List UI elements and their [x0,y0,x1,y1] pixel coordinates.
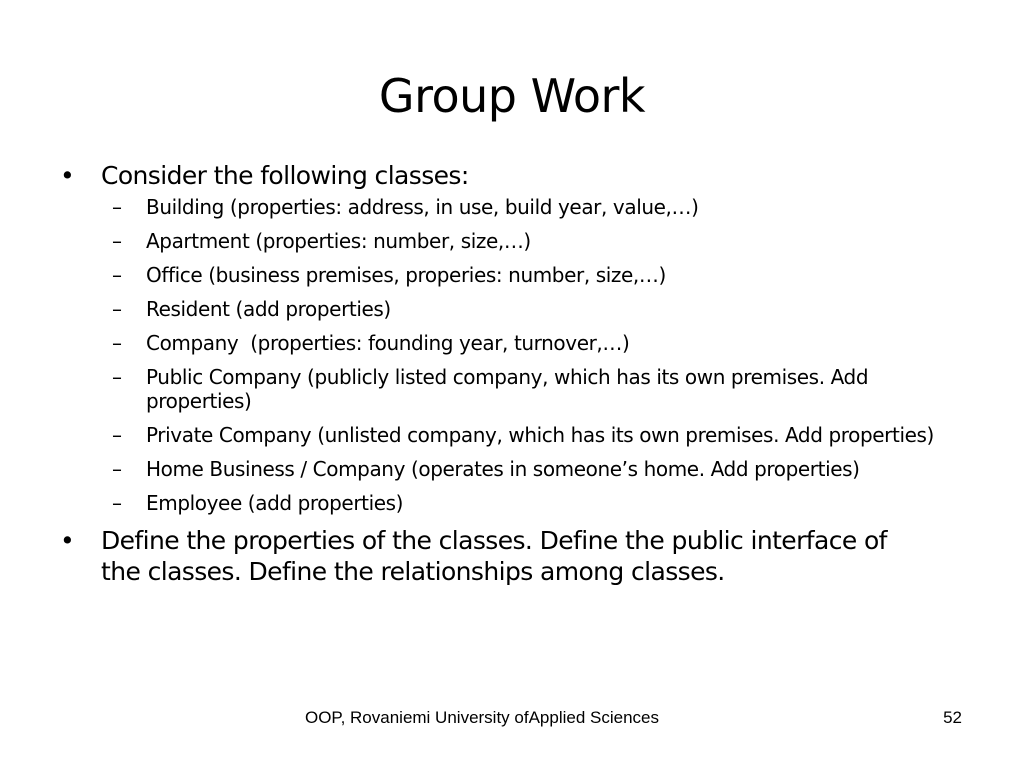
slide-body [60,160,960,587]
class-item-text: Home Business / Company (operates in someone’s home. Add properties) [146,457,860,481]
bullet-icon: • [60,161,75,190]
dash-icon: – [112,229,122,253]
dash-icon: – [112,297,122,321]
bullet-icon: • [60,526,75,555]
footer-course: OOP, Rovaniemi University ofApplied Sciences [304,708,659,727]
slide-title: Group Work [378,69,646,123]
class-item-home-business [60,457,960,481]
class-item-office [60,263,960,287]
bullet-item-define [60,525,911,587]
class-item-private-company [60,423,960,447]
dash-icon: – [112,263,122,287]
class-item-employee [60,491,960,515]
class-item-text: Office (business premises, properies: number, size,…) [146,263,666,287]
bullet-text: Define the properties of the classes. Define the public interface of the classes. Define the relationships among classes. [101,526,887,586]
class-item-text: Building (properties: address, in use, build year, value,…) [146,195,699,219]
class-item-text: Company (properties: founding year, turnover,…) [146,331,630,355]
dash-icon: – [112,195,122,219]
dash-icon: – [112,457,122,481]
dash-icon: – [112,331,122,355]
class-item-resident [60,297,960,321]
bullet-text: Consider the following classes: [101,161,469,190]
dash-icon: – [112,365,122,389]
class-item-text: Employee (add properties) [146,491,404,515]
class-item-text: Apartment (properties: number, size,…) [146,229,531,253]
class-item-text: Public Company (publicly listed company, which has its own premises. Add properties) [146,365,869,413]
class-item-text: Private Company (unlisted company, which has its own premises. Add properties) [146,423,934,447]
class-item-public-company [60,365,960,413]
class-item-company [60,331,960,355]
bullet-item-consider [60,160,960,191]
dash-icon: – [112,491,122,515]
page-number: 52 [943,708,962,727]
class-item-apartment [60,229,960,253]
dash-icon: – [112,423,122,447]
class-item-text: Resident (add properties) [146,297,391,321]
class-list [60,195,960,515]
class-item-building [60,195,960,219]
